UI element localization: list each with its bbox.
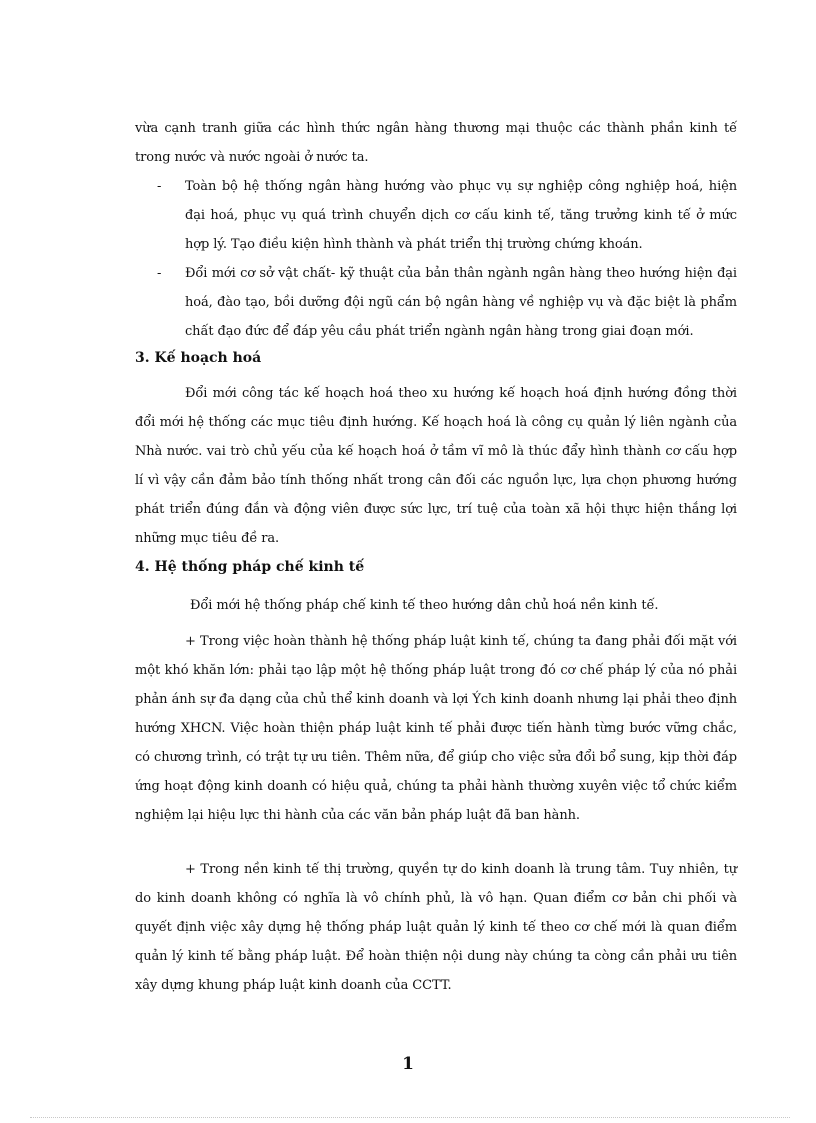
section-4-paragraph-2: + Trong nền kinh tế thị trường, quyền tự do kinh doanh là trung tâm. Tuy nhiên, tự do kinh doanh không có nghĩa là vô chính phủ, là vô hạn. Quan điểm cơ bản chi phối và quyết định việc xây dựng hệ thống pháp luật quản lý kinh tế theo cơ chế mới là quan điểm quản lý kinh tế bằng pháp luật. Để hoàn thiện nội dung này chúng ta còng cần phải ưu tiên xây dựng khung pháp luật kinh doanh của CCTT. xyxy=(135,862,737,993)
bullet-text: Đổi mới cơ sở vật chất- kỹ thuật của bản thân ngành ngân hàng theo hướng hiện đại hoá, đào tạo, bồi dưỡng đội ngũ cán bộ ngân hàng về nghiệp vụ và đặc biệt là phẩm chất đạo đức để đáp yêu cầu phát triển ngành ngân hàng trong giai đoạn mới. xyxy=(185,266,737,339)
bullet-dash: - xyxy=(157,266,162,281)
section-4-lead: Đổi mới hệ thống pháp chế kinh tế theo hướng dân chủ hoá nền kinh tế. xyxy=(190,598,659,613)
bullet-text: Toàn bộ hệ thống ngân hàng hướng vào phục vụ sự nghiệp công nghiệp hoá, hiện đại hoá, phục vụ quá trình chuyển dịch cơ cấu kinh tế, tăng trưởng kinh tế ở mức hợp lý. Tạo điều kiện hình thành và phát triển thị trường chứng khoán. xyxy=(185,179,737,252)
page-number: 1 xyxy=(402,1054,414,1074)
page-bottom-divider xyxy=(30,1117,790,1118)
bullet-dash: - xyxy=(157,179,162,194)
section-3-heading: 3. Kế hoạch hoá xyxy=(135,350,262,366)
section-4-heading: 4. Hệ thống pháp chế kinh tế xyxy=(135,559,365,575)
intro-continuation-paragraph: vừa cạnh tranh giữa các hình thức ngân hàng thương mại thuộc các thành phần kinh tế trong nước và nước ngoài ở nước ta. xyxy=(135,121,737,165)
bullet-item xyxy=(157,259,737,346)
section-4-paragraph-1: + Trong việc hoàn thành hệ thống pháp luật kinh tế, chúng ta đang phải đối mặt với một khó khăn lớn: phải tạo lập một hệ thống pháp luật trong đó cơ chế pháp lý của nó phải phản ánh sự đa dạng của chủ thể kinh doanh và lợi Ých kinh doanh nhưng lại phải theo định hướng XHCN. Việc hoàn thiện pháp luật kinh tế phải được tiến hành từng bước vững chắc, có chương trình, có trật tự ưu tiên. Thêm nữa, để giúp cho việc sửa đổi bổ sung, kịp thời đáp ứng hoạt động kinh doanh có hiệu quả, chúng ta phải hành thường xuyên việc tổ chức kiểm nghiệm lại hiệu lực thi hành của các văn bản pháp luật đã ban hành. xyxy=(135,634,737,823)
bullet-item xyxy=(157,172,737,259)
section-3-paragraph: Đổi mới công tác kế hoạch hoá theo xu hướng kế hoạch hoá định hướng đồng thời đổi mới hệ thống các mục tiêu định hướng. Kế hoạch hoá là công cụ quản lý liên ngành của Nhà nước. vai trò chủ yếu của kế hoạch hoá ở tầm vĩ mô là thúc đẩy hình thành cơ cấu hợp lí vì vậy cần đảm bảo tính thống nhất trong cân đối các nguồn lực, lựa chọn phương hướng phát triển đúng đắn và động viên được sức lực, trí tuệ của toàn xã hội thực hiện thắng lợi những mục tiêu đề ra. xyxy=(135,386,737,546)
